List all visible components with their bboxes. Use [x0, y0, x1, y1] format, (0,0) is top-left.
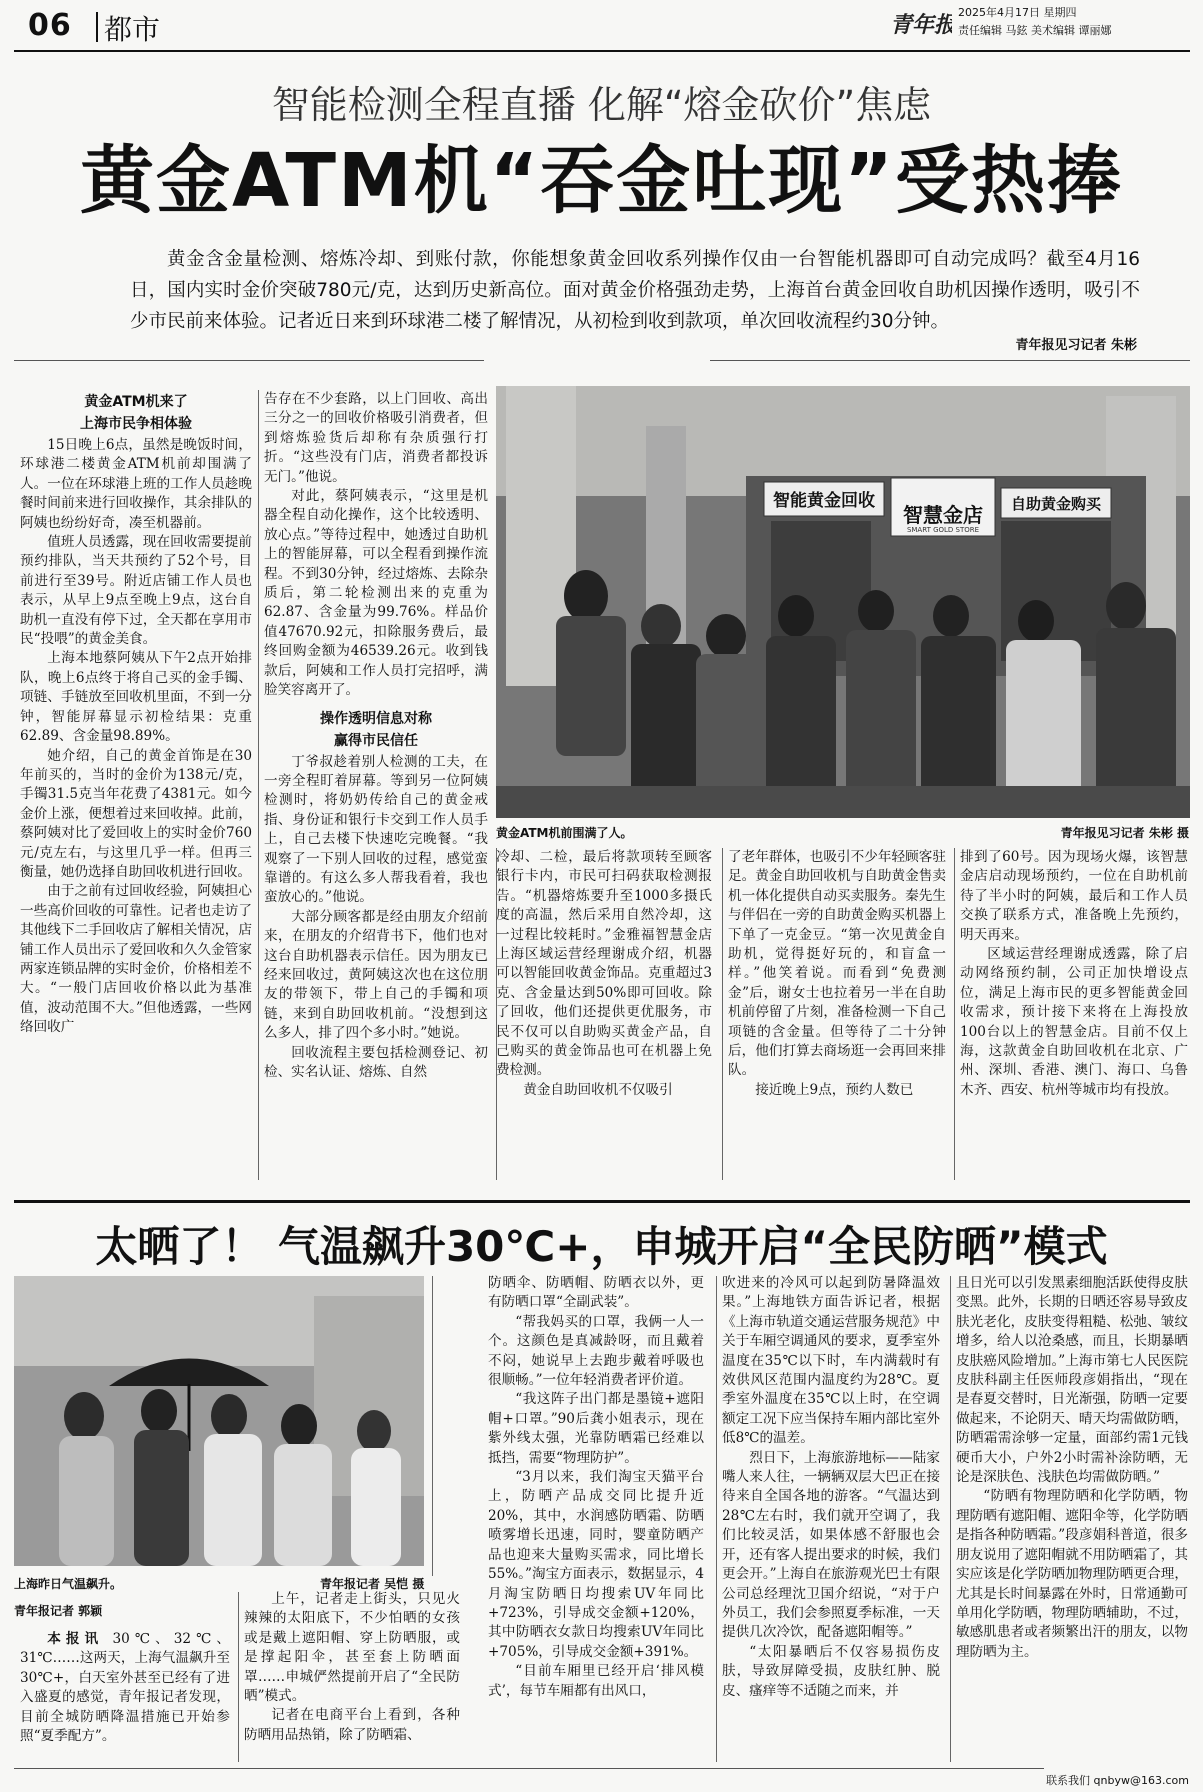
paragraph: 烈日下，上海旅游地标——陆家嘴人来人往，一辆辆双层大巴正在接待来自全国各地的游客。“气温达到28℃左右时，我们就开空调了，我们比较灵活，如果体感不舒服也会开，还有客人提出要求的时候，我们更会开。”上海自在旅游观光巴士有限公司总经理沈卫国介绍说，“对于户外员工，我们会参照夏季标准，一天提供几次冷饮，配备遮阳帽等。”: [722, 1449, 940, 1641]
paragraph: 排到了60号。因为现场火爆，该智慧金店启动现场预约，一位在自助机前待了半小时的阿姨，最后和工作人员交换了联系方式，准备晚上先预约，明天再来。: [960, 849, 1188, 943]
column-divider: [950, 1276, 951, 1762]
paragraph: 记者在电商平台上看到，各种防晒用品热销，除了防晒霜、: [244, 1707, 460, 1743]
lead-label: 本报讯: [47, 1631, 104, 1647]
column-divider: [432, 1276, 433, 1576]
section-heading: 上海市民争相体验: [80, 416, 192, 432]
footer-divider: [14, 1768, 1044, 1769]
paragraph: 上午，记者走上街头，只见火辣辣的太阳底下，不少怕晒的女孩或是戴上遮阳帽、穿上防晒服，或是撑起阳伞，甚至套上防晒面罩……申城俨然提前开启了“全民防晒”模式。: [244, 1591, 460, 1705]
article2-column-5: [956, 1274, 1188, 1662]
paragraph: “目前车厢里已经开启‘排风模式’，每节车厢都有出风口，: [488, 1663, 704, 1699]
paragraph: 值班人员透露，现在回收需要提前预约排队，当天共预约了52个号，目前进行至39号。附近店铺工作人员也表示，从早上9点至晚上9点，这台自助机一直没有停下过，全天都在享用市民“投喂”的黄金美食。: [20, 534, 252, 648]
paragraph: “防晒有物理防晒和化学防晒，物理防晒有遮阳帽、遮阳伞等，化学防晒是指各种防晒霜。”段彦娟科普道，很多朋友说用了遮阳帽就不用防晒霜了，其实应该是化学防晒加物理防晒更合理，尤其是长时间暴露在外时，日常通勤可单用化学防晒，物理防晒辅助，不过，敏感肌患者或者频繁出汗的朋友，以物理防晒为主。: [956, 1488, 1188, 1660]
section-name: 都市: [104, 13, 161, 46]
paragraph: “3月以来，我们淘宝天猫平台上，防晒产品成交同比提升近20%，其中，水润感防晒霜、防晒喷雾增长迅速，同时，婴童防晒产品也迎来大量购买需求，同比增长55%。”淘宝方面表示，数据显示，4月淘宝防晒日均搜索UV年同比+723%，引导成交金额+120%，其中防晒衣女款日均搜索UV年同比+705%，引导成交金额+391%。: [488, 1469, 704, 1660]
paragraph: 丁爷叔趁着别人检测的工夫，在一旁全程盯着屏幕。等到另一位阿姨检测时，将奶奶传给自己的黄金戒指、身份证和银行卡交到工作人员手上，自己去楼下快速吃完晚餐。“我观察了一下别人回收的过程，感觉蛮靠谱的。有这么多人帮我看着，我也蛮放心的。”他说。: [264, 753, 488, 906]
article1-column-1: [20, 392, 252, 1038]
paragraph: “太阳暴晒后不仅容易损伤皮肤，导致屏障受损，皮肤红肿、脱皮、瘙痒等不适随之而来，并: [722, 1643, 940, 1699]
article2-column-1: [20, 1630, 230, 1746]
issue-date: 2025年4月17日 星期四: [958, 6, 1077, 19]
paragraph: 了老年群体，也吸引不少年轻顾客驻足。黄金自助回收机与自助黄金售卖机一体化提供自动买卖服务。秦先生与伴侣在一旁的自助黄金购买机器上下单了一克金豆。“第一次见黄金自助机，觉得挺好玩的，和盲盒一样。”他笑着说。而看到“免费测金”后，谢女士也拉着另一半在自助机前停留了片刻，准备检测一下自己项链的含金量。但等待了二十分钟后，他们打算去商场逛一会再回来排队。: [728, 849, 946, 1079]
photo-caption: 黄金ATM机前围满了人。: [496, 826, 633, 840]
divider: [96, 12, 98, 42]
paragraph: 吹进来的冷风可以起到防暑降温效果。”上海地铁方面告诉记者，根据《上海市轨道交通运营服务规范》中关于车厢空调通风的要求，夏季室外温度在35℃以下时，车内满载时有效供风区范围内温度约为28℃。夏季室外温度在35℃以上时，在空调额定工况下应当保持车厢内部比室外低8℃的温差。: [722, 1275, 940, 1447]
lead-divider: [0, 360, 1203, 361]
sign-gold-recycling: 智能黄金回收: [773, 491, 875, 511]
svg-text:青年报: 青年报: [890, 12, 952, 38]
sign-smart-gold-store: 智慧金店: [903, 503, 983, 527]
paragraph: 防晒伞、防晒帽、防晒衣以外，更有防晒口罩“全副武装”。: [488, 1275, 704, 1311]
article1-column-2: [264, 390, 488, 1082]
photo-credit: 青年报记者 吴恺 摄: [320, 1577, 425, 1591]
paragraph: 告存在不少套路，以上门回收、高出三分之一的回收价格吸引消费者，但到熔炼验货后却称有杂质强行打折。“这些没有门店，消费者都投诉无门。”他说。: [264, 391, 488, 485]
article2-column-4: [722, 1274, 940, 1701]
column-divider: [238, 1592, 239, 1762]
paragraph: 她介绍，自己的黄金首饰是在30年前买的，当时的金价为138元/克，手镯31.5克当年花费了4381元。如今金价上涨，便想着过来回收掉。此前，蔡阿姨对比了爱回收上的实时金价760元/克左右，与这里几乎一样。但再三衡量，她仍选择自助回收机进行回收。: [20, 747, 252, 880]
paragraph: 接近晚上9点，预约人数已: [755, 1081, 914, 1098]
newspaper-logo: [888, 6, 952, 40]
paragraph: 回收流程主要包括检测登记、初检、实名认证、熔炼、自然: [264, 1044, 488, 1080]
header-divider: [14, 50, 1190, 52]
paragraph: 由于之前有过回收经验，阿姨担心一些高价回收的可靠性。记者也走访了其他线下二手回收店了解相关情况，店铺工作人员出示了爱回收和久久金管家两家连锁品牌的实时金价，价格相差不大。“一般门店回收价格以此为基准值，波动范围不大。”但他透露，一些网络回收广: [20, 883, 252, 1036]
paragraph: “帮我妈买的口罩，我俩一人一个。这颜色是真减龄呀，而且戴着不闷，她说早上去跑步戴着呼吸也很顺畅。”一位年轻消费者评价道。: [488, 1313, 704, 1389]
section-heading: 黄金ATM机来了: [84, 394, 188, 410]
section-heading: 赢得市民信任: [334, 732, 418, 749]
article2-column-2: [244, 1590, 460, 1745]
sign-smart-gold-store-en: SMART GOLD STORE: [906, 526, 980, 534]
paragraph: 黄金自助回收机不仅吸引: [523, 1081, 673, 1098]
paragraph: 且日光可以引发黑素细胞活跃使得皮肤变黑。此外，长期的日晒还容易导致皮肤光老化，皮肤变得粗糙、松弛、皱纹增多，给人以沧桑感，而且，长期暴晒皮肤癌风险增加。”上海市第七人民医院皮肤科副主任医师段彦娟指出，“现在是春夏交替时，日光渐强，防晒一定要做起来，不论阴天、晴天均需做防晒，防晒霜需涂够一定量，面部约需1元钱硬币大小，户外2小时需补涂防晒，无论是深肤色、浅肤色均需做防晒。”: [956, 1275, 1188, 1486]
column-divider: [258, 390, 259, 1180]
photo-credit: 青年报见习记者 朱彬 摄: [1060, 826, 1189, 840]
paragraph: 上海本地蔡阿姨从下午2点开始排队，晚上6点终于将自己买的金手镯、项链、手链放至回收机里面，不到一分钟，智能屏幕显示初检结果：克重62.89、含金量98.89%。: [20, 650, 252, 745]
column-divider: [954, 848, 955, 1180]
paragraph: 大部分顾客都是经由朋友介绍前来，在朋友的介绍背书下，他们也对这台自助机器表示信任。因为朋友已经来回收过，黄阿姨这次也在这位朋友的带领下，带上自己的手镯和项链，来到自助回收机前。“没想到这么多人，排了四个多小时。”她说。: [264, 908, 488, 1042]
paragraph: [20, 1630, 230, 1746]
article-headline: 黄金ATM机“吞金吐现”受热捧: [80, 138, 1123, 224]
article-divider: [14, 1200, 1190, 1203]
lead-byline: 青年报见习记者 朱彬: [1015, 338, 1137, 353]
gold-atm-photo: [496, 386, 1190, 818]
article1-column-5: [960, 848, 1188, 1100]
article2-headline: 太晒了！ 气温飙升30℃+，申城开启“全民防晒”模式: [95, 1222, 1108, 1271]
column-divider: [716, 1276, 717, 1762]
page-header: [0, 0, 1203, 52]
paragraph: 区域运营经理谢成透露，除了启动网络预约制，公司正加快增设点位，满足上海市民的更多智能黄金回收需求，预计接下来将在上海投放100台以上的智慧金店。目前不仅上海，这款黄金自助回收机在北京、广州、深圳、香港、澳门、海口、乌鲁木齐、西安、杭州等城市均有投放。: [960, 946, 1188, 1098]
page-number: 06: [28, 8, 72, 43]
sign-gold-purchase: 自助黄金购买: [1010, 495, 1102, 513]
paragraph: 对此，蔡阿姨表示，“这里是机器全程自动化操作，这个比较透明、放心点。”等待过程中，她透过自助机上的智能屏幕，可以全程看到操作流程。不到30分钟，经过熔炼、去除杂质后，第二轮检测出来的克重为62.87、含金量为99.76%。样品价值47670.92元，扣除服务费后，最终回购金额为46539.26元。收到钱款后，阿姨和工作人员打完招呼，满脸笑容离开了。: [264, 488, 488, 699]
paragraph: “我这阵子出门都是墨镜+遮阳帽+口罩。”90后龚小姐表示，现在紫外线太强，光靠防晒霜已经难以抵挡，需要“物理防护”。: [488, 1391, 704, 1466]
sun-protection-photo: [14, 1276, 424, 1566]
section-heading: 操作透明信息对称: [320, 710, 432, 727]
article2-column-3: [488, 1274, 704, 1701]
article1-column-4: [728, 848, 946, 1100]
contact-email: 联系我们 qnbyw@163.com: [1046, 1774, 1189, 1787]
article2-byline: 青年报记者 郭颖: [14, 1604, 103, 1618]
article-lead: 黄金含金量检测、熔炼冷却、到账付款，你能想象黄金回收系列操作仅由一台智能机器即可自动完成吗？截至4月16日，国内实时金价突破780元/克，达到历史新高位。面对黄金价格强劲走势，上海首台黄金回收自助机因操作透明，吸引不少市民前来体验。记者近日来到环球港二楼了解情况，从初检到收到款项，单次回收流程约30分钟。: [130, 249, 1140, 332]
paragraph: 冷却、二检，最后将款项转至顾客银行卡内，市民可扫码获取检测报告。“机器熔炼要升至1000多摄氏度的高温，然后采用自然冷却，这一过程比较耗时。”金雅福智慧金店上海区域运营经理谢成介绍，机器可以智能回收黄金饰品。克重超过3克、含金量达到50%即可回收。除了回收，他们还提供更优服务，市民不仅可以自助购买黄金产品，自己购买的黄金饰品也可在机器上免费检测。: [496, 849, 712, 1079]
editor-credits: 责任编辑 马鉉 美术编辑 谭丽娜: [958, 24, 1112, 37]
article1-column-3: [496, 848, 712, 1100]
paragraph-text: 30℃、32℃、31℃……这两天，上海气温飙升至30℃+，白天室外甚至已经有了进入盛夏的感觉，青年报记者发现，目前全城防晒降温措施已开始参照“夏季配方”。: [20, 1631, 230, 1745]
photo-caption: 上海昨日气温飙升。: [14, 1577, 123, 1591]
article-subheadline: 智能检测全程直播 化解“熔金砍价”焦虑: [271, 83, 932, 127]
column-divider: [722, 848, 723, 1180]
paragraph: 15日晚上6点，虽然是晚饭时间，环球港二楼黄金ATM机前却围满了人。一位在环球港上班的工作人员趁晚餐时间前来进行回收操作，其余排队的阿姨也纷纷好奇，凑至机器前。: [20, 437, 252, 531]
